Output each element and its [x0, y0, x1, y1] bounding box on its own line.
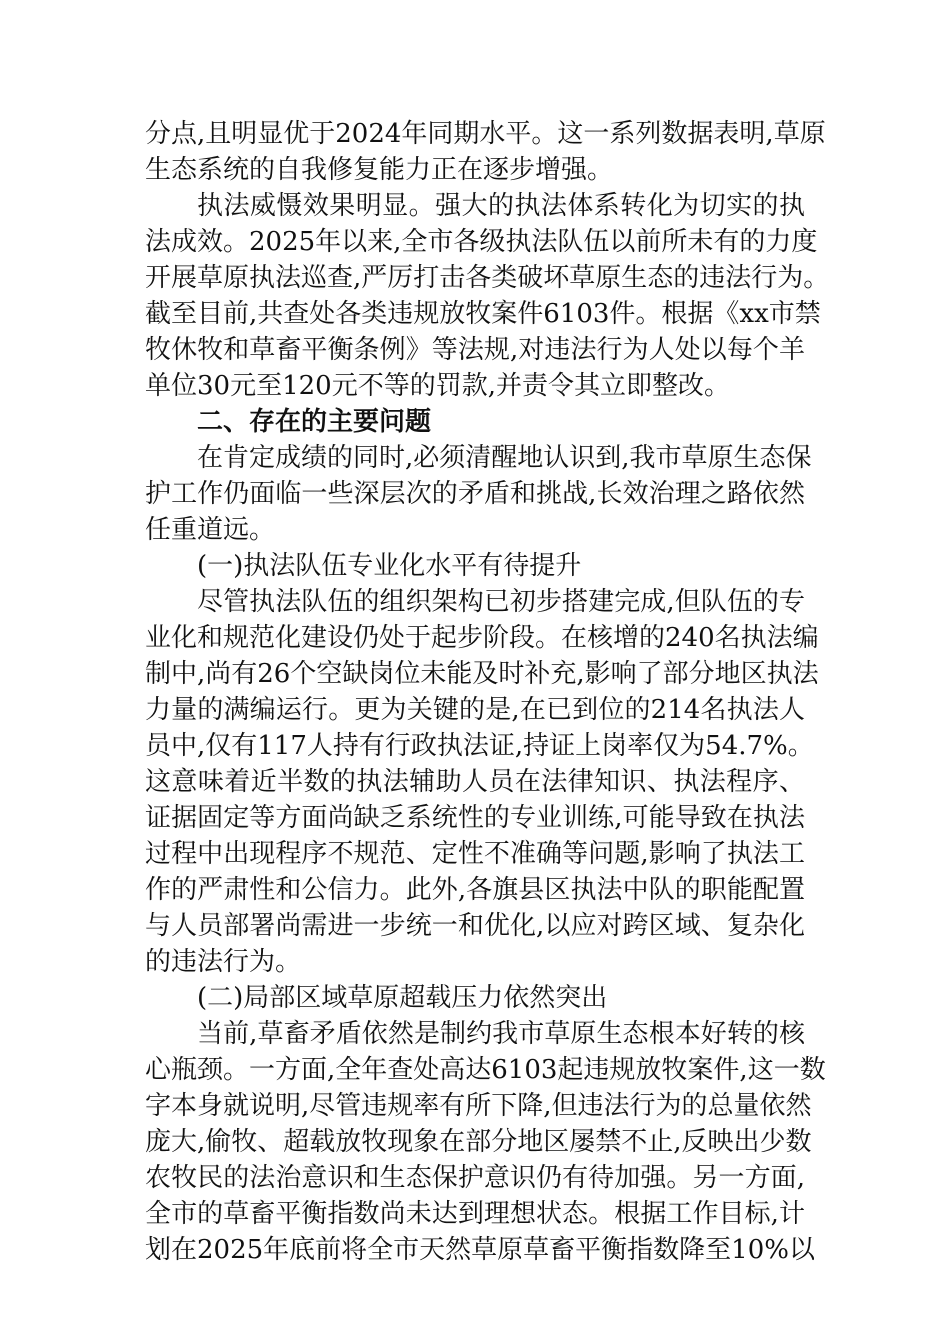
text-line: 法成效。2025年以来,全市各级执法队伍以前所未有的力度: [145, 227, 818, 257]
subsection-heading: (二)局部区域草原超载压力依然突出: [197, 983, 608, 1013]
text-line: 过程中出现程序不规范、定性不准确等问题,影响了执法工: [145, 839, 805, 869]
text-line: 字本身就说明,尽管违规率有所下降,但违法行为的总量依然: [145, 1091, 812, 1121]
text-line: 生态系统的自我修复能力正在逐步增强。: [145, 155, 614, 185]
text-line: 划在2025年底前将全市天然草原草畜平衡指数降至10%以: [145, 1235, 815, 1265]
text-line: 当前,草畜矛盾依然是制约我市草原生态根本好转的核: [197, 1019, 805, 1049]
text-line: 这意味着近半数的执法辅助人员在法律知识、执法程序、: [145, 767, 805, 797]
text-line: 的违法行为。: [145, 947, 302, 977]
text-line: 截至目前,共查处各类违规放牧案件6103件。根据《xx市禁: [145, 299, 821, 329]
text-line: 全市的草畜平衡指数尚未达到理想状态。根据工作目标,计: [145, 1199, 805, 1229]
text-line: 任重道远。: [145, 515, 276, 545]
text-line: 在肯定成绩的同时,必须清醒地认识到,我市草原生态保: [197, 443, 812, 473]
subsection-heading: (一)执法队伍专业化水平有待提升: [197, 551, 582, 581]
text-line: 单位30元至120元不等的罚款,并责令其立即整改。: [145, 371, 730, 401]
text-line: 与人员部署尚需进一步统一和优化,以应对跨区域、复杂化: [145, 911, 805, 941]
text-line: 庞大,偷牧、超载放牧现象在部分地区屡禁不止,反映出少数: [145, 1127, 812, 1157]
text-line: 证据固定等方面尚缺乏系统性的专业训练,可能导致在执法: [145, 803, 805, 833]
text-line: 尽管执法队伍的组织架构已初步搭建完成,但队伍的专: [197, 587, 805, 617]
text-line: 牧休牧和草畜平衡条例》等法规,对违法行为人处以每个羊: [145, 335, 805, 365]
text-line: 心瓶颈。一方面,全年查处高达6103起违规放牧案件,这一数: [145, 1055, 826, 1085]
text-line: 力量的满编运行。更为关键的是,在已到位的214名执法人: [145, 695, 805, 725]
text-line: 制中,尚有26个空缺岗位未能及时补充,影响了部分地区执法: [145, 659, 819, 689]
text-line: 执法威慑效果明显。强大的执法体系转化为切实的执: [197, 191, 805, 221]
text-line: 开展草原执法巡查,严厉打击各类破坏草原生态的违法行为。: [145, 263, 830, 293]
text-line: 业化和规范化建设仍处于起步阶段。在核增的240名执法编: [145, 623, 819, 653]
text-line: 作的严肃性和公信力。此外,各旗县区执法中队的职能配置: [145, 875, 805, 905]
text-line: 员中,仅有117人持有行政执法证,持证上岗率仅为54.7%。: [145, 731, 814, 761]
text-line: 护工作仍面临一些深层次的矛盾和挑战,长效治理之路依然: [145, 479, 805, 509]
section-heading: 二、存在的主要问题: [197, 407, 432, 437]
text-line: 分点,且明显优于2024年同期水平。这一系列数据表明,草原: [145, 119, 826, 149]
text-line: 农牧民的法治意识和生态保护意识仍有待加强。另一方面,: [145, 1163, 805, 1193]
